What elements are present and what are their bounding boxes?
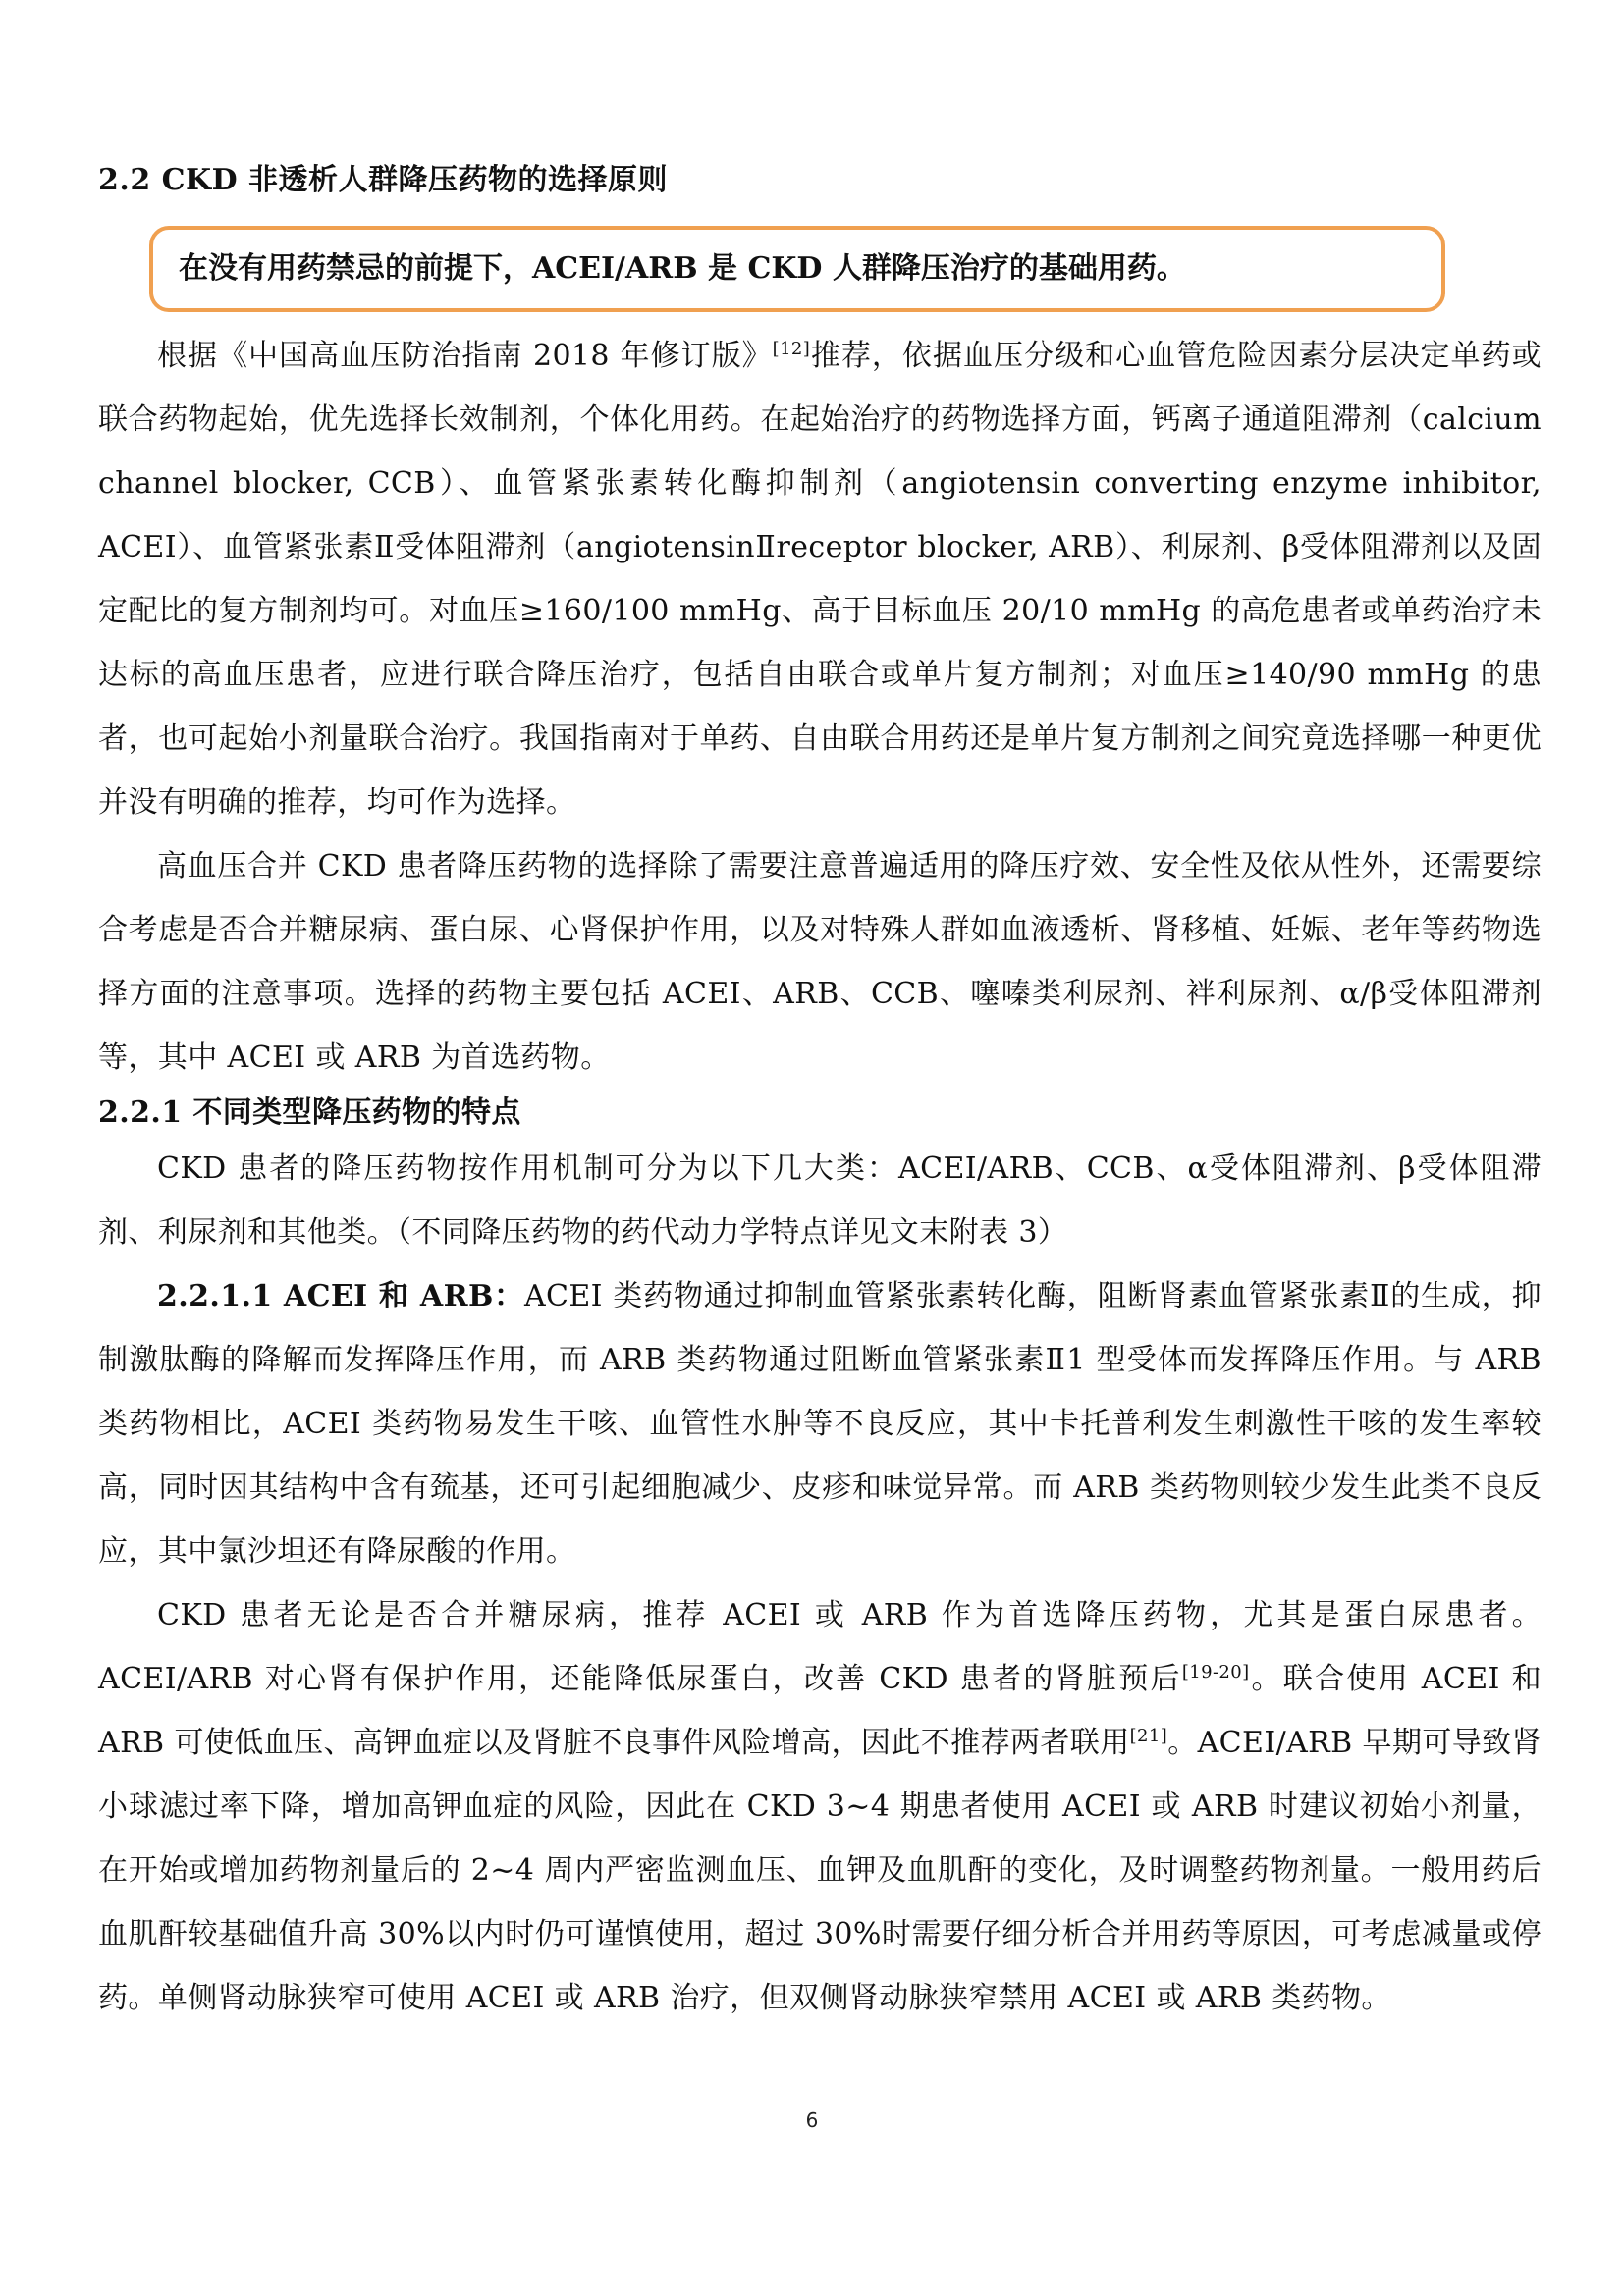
paragraph-lead-heading: 2.2.1.1 ACEI 和 ARB： xyxy=(157,1279,524,1313)
paragraph-drug-selection: 高血压合并 CKD 患者降压药物的选择除了需要注意普遍适用的降压疗效、安全性及依从性外，还需要综合考虑是否合并糖尿病、蛋白尿、心肾保护作用，以及对特殊人群如血液透析、肾移植、妊娠、老年等药物选择方面的注意事项。选择的药物主要包括 ACEI、ARB、CCB、噻嗪类利尿剂、袢利尿剂、α/β受体阻滞剂等，其中 ACEI 或 ARB 为首选药物。 xyxy=(98,849,1542,1075)
paragraph-guideline xyxy=(98,324,1542,834)
page-number: 6 xyxy=(805,2109,819,2132)
paragraph-acei-arb xyxy=(98,1264,1542,1583)
recommendation-callout: 在没有用药禁忌的前提下，ACEI/ARB 是 CKD 人群降压治疗的基础用药。 xyxy=(149,226,1445,312)
paragraph-text: 根据《中国高血压防治指南 2018 年修订版》 xyxy=(157,339,773,373)
citation-ref: [21] xyxy=(1129,1726,1168,1746)
paragraph-text: 推荐，依据血压分级和心血管危险因素分层决定单药或联合药物起始，优先选择长效制剂，个体化用药。在起始治疗的药物选择方面，钙离子通道阻滞剂（calcium channel blocker, CCB）、血管紧张素转化酶抑制剂（angiotensin converting enzyme inhibitor, ACEI）、血管紧张素Ⅱ受体阻滞剂（angiotensinⅡreceptor blocker, ARB）、利尿剂、β受体阻滞剂以及固定配比的复方制剂均可。对血压≥160/100 mmHg、高于目标血压 20/10 mmHg 的高危患者或单药治疗未达标的高血压患者，应进行联合降压治疗，包括自由联合或单片复方制剂；对血压≥140/90 mmHg 的患者，也可起始小剂量联合治疗。我国指南对于单药、自由联合用药还是单片复方制剂之间究竟选择哪一种更优并没有明确的推荐，均可作为选择。 xyxy=(98,339,1542,820)
paragraph-text: 。ACEI/ARB 早期可导致肾小球滤过率下降，增加高钾血症的风险，因此在 CKD 3~4 期患者使用 ACEI 或 ARB 时建议初始小剂量，在开始或增加药物剂量后的 2~4 周内严密监测血压、血钾及血肌酐的变化，及时调整药物剂量。一般用药后血肌酐较基础值升高 30%以内时仍可谨慎使用，超过 30%时需要仔细分析合并用药等原因，可考虑减量或停药。单侧肾动脉狭窄可使用 ACEI 或 ARB 治疗，但双侧肾动脉狭窄禁用 ACEI 或 ARB 类药物。 xyxy=(98,1726,1542,2015)
paragraph-text: ACEI 类药物通过抑制血管紧张素转化酶，阻断肾素血管紧张素Ⅱ的生成，抑制激肽酶的降解而发挥降压作用，而 ARB 类药物通过阻断血管紧张素Ⅱ1 型受体而发挥降压作用。与 ARB 类药物相比，ACEI 类药物易发生干咳、血管性水肿等不良反应，其中卡托普利发生刺激性干咳的发生率较高，同时因其结构中含有巯基，还可引起细胞减少、皮疹和味觉异常。而 ARB 类药物则较少发生此类不良反应，其中氯沙坦还有降尿酸的作用。 xyxy=(98,1279,1542,1569)
paragraph-drug-classes: CKD 患者的降压药物按作用机制可分为以下几大类：ACEI/ARB、CCB、α受体阻滞剂、β受体阻滞剂、利尿剂和其他类。（不同降压药物的药代动力学特点详见文末附表 3） xyxy=(98,1151,1542,1250)
citation-ref: [19-20] xyxy=(1181,1662,1250,1682)
paragraph-text: CKD 患者无论是否合并糖尿病，推荐 ACEI 或 ARB 作为首选降压药物，尤其是蛋白尿患者。ACEI/ARB 对心肾有保护作用，还能降低尿蛋白，改善 CKD 患者的肾脏预后 xyxy=(98,1598,1542,1696)
citation-ref: [12] xyxy=(772,339,811,359)
paragraph-text: 。联合使用 ACEI 和 ARB 可使低血压、高钾血症以及肾脏不良事件风险增高，因此不推荐两者联用 xyxy=(98,1662,1542,1760)
paragraph-acei-arb-recommendation xyxy=(98,1583,1542,2030)
subsection-heading: 2.2.1 不同类型降压药物的特点 xyxy=(98,1095,521,1130)
document-page xyxy=(98,157,1542,2030)
section-heading: 2.2 CKD 非透析人群降压药物的选择原则 xyxy=(98,163,669,197)
